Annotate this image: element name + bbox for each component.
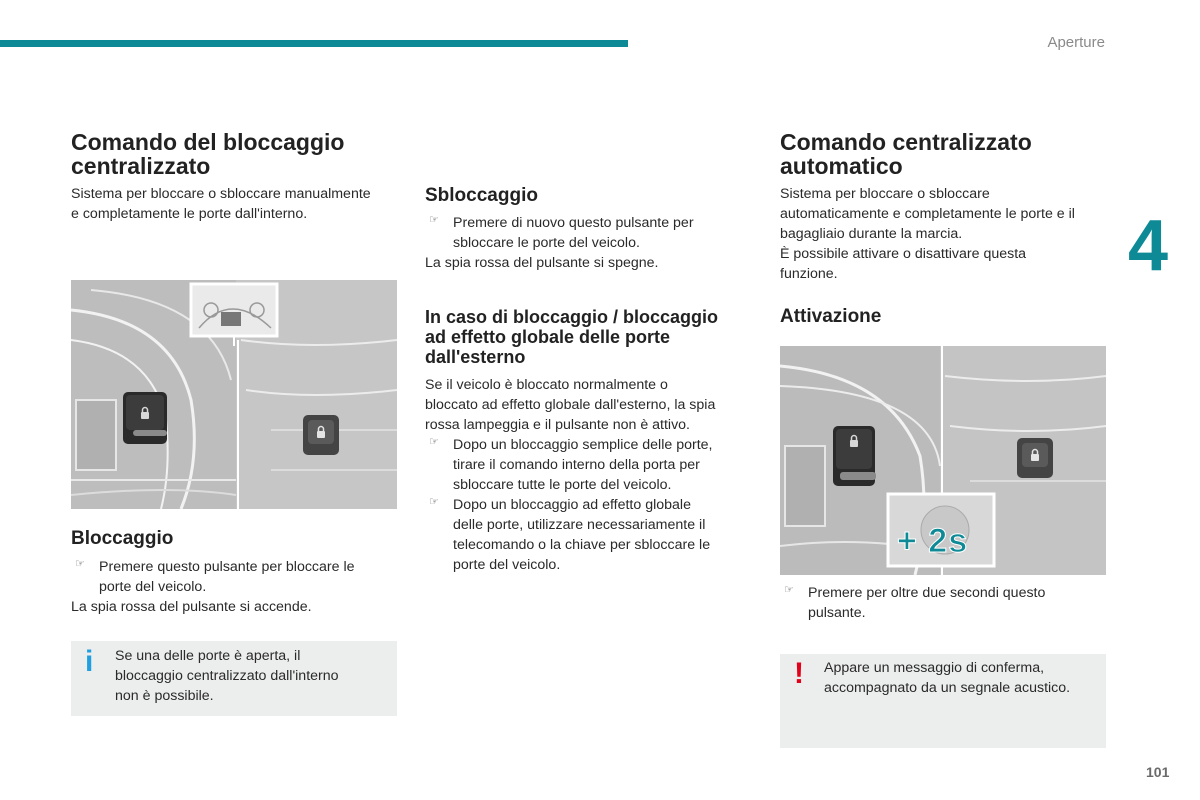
unlock-bullet xyxy=(425,213,755,253)
col3-intro-line2: automaticamente e completamente le porte e il xyxy=(780,206,1075,222)
blocking-note: La spia rossa del pulsante si accende. xyxy=(71,599,312,615)
activation-section xyxy=(780,583,1110,623)
activation-heading-text: Attivazione xyxy=(780,306,882,327)
act-bullet-line2: pulsante. xyxy=(808,605,866,621)
col3-intro xyxy=(780,184,1115,284)
col1-intro xyxy=(71,184,401,224)
col1-title-line2: centralizzato xyxy=(71,153,211,179)
header-accent-bar xyxy=(0,40,628,47)
act-bullet-line1: Premere per oltre due secondi questo xyxy=(808,585,1046,601)
unlock-section xyxy=(425,213,755,273)
info-line3: non è possibile. xyxy=(115,688,214,704)
activation-heading xyxy=(780,306,1110,328)
illustration-central-lock-button xyxy=(71,280,397,509)
info-line2: bloccaggio centralizzato dall'interno xyxy=(115,668,339,684)
blocking-section xyxy=(71,557,401,617)
ext-b2-line1: Dopo un bloccaggio ad effetto globale xyxy=(453,497,691,513)
external-lock-heading xyxy=(425,307,755,367)
section-label: Aperture xyxy=(1047,34,1105,51)
activation-bullet xyxy=(780,583,1110,623)
page-number: 101 xyxy=(1146,764,1170,780)
col1-title xyxy=(71,130,401,178)
ext-b1-line1: Dopo un bloccaggio semplice delle porte, xyxy=(453,437,713,453)
pointing-hand-icon: ☞ xyxy=(429,436,439,448)
padlock-icon xyxy=(314,425,328,439)
ext-b1-line3: sbloccare tutte le porte del veicolo. xyxy=(453,477,672,493)
ext-b2-line2: delle porte, utilizzare necessariamente il xyxy=(453,517,706,533)
col3-title-line2: automatico xyxy=(780,153,903,179)
ext-heading-line1: In caso di bloccaggio / bloccaggio xyxy=(425,307,719,327)
info-note-box xyxy=(71,641,397,716)
ext-bullet-1 xyxy=(425,435,755,495)
unlock-heading-text: Sbloccaggio xyxy=(425,185,538,206)
padlock-icon xyxy=(138,406,152,420)
hold-two-seconds-badge: + 2s xyxy=(897,522,969,560)
blocking-bullet-line2: porte del veicolo. xyxy=(99,579,207,595)
padlock-icon xyxy=(847,434,861,448)
external-lock-section xyxy=(425,375,755,575)
chapter-number: 4 xyxy=(1128,206,1169,286)
ext-p-line2: bloccato ad effetto globale dall'esterno, la spia xyxy=(425,397,716,413)
ext-p-line3: rossa lampeggia e il pulsante non è attivo. xyxy=(425,417,690,433)
blocking-heading-text: Bloccaggio xyxy=(71,528,174,549)
col1-intro-line2: e completamente le porte dall'interno. xyxy=(71,206,308,222)
info-line1: Se una delle porte è aperta, il xyxy=(115,648,301,664)
info-icon: i xyxy=(85,645,94,678)
ext-b2-line4: porte del veicolo. xyxy=(453,557,561,573)
warning-note-box xyxy=(780,654,1106,748)
col3-intro-line4: È possibile attivare o disattivare questa xyxy=(780,246,1027,262)
blocking-heading xyxy=(71,528,401,550)
col3-intro-line3: bagagliaio durante la marcia. xyxy=(780,226,963,242)
col3-intro-line1: Sistema per bloccare o sbloccare xyxy=(780,186,990,202)
ext-bullet-2 xyxy=(425,495,755,575)
pointing-hand-icon: ☞ xyxy=(784,584,794,596)
illustration-automatic-lock xyxy=(780,346,1106,575)
ext-p-line1: Se il veicolo è bloccato normalmente o xyxy=(425,377,668,393)
blocking-bullet xyxy=(71,557,401,597)
unlock-heading xyxy=(425,185,755,207)
col1-title-line1: Comando del bloccaggio xyxy=(71,129,345,155)
blocking-bullet-line1: Premere questo pulsante per bloccare le xyxy=(99,559,355,575)
ext-heading-line3: dall'esterno xyxy=(425,347,526,367)
pointing-hand-icon: ☞ xyxy=(75,558,85,570)
warning-note-text xyxy=(824,658,1102,698)
pointing-hand-icon: ☞ xyxy=(429,214,439,226)
unlock-bullet-line1: Premere di nuovo questo pulsante per xyxy=(453,215,694,231)
col1-intro-line1: Sistema per bloccare o sbloccare manualmente xyxy=(71,186,371,202)
padlock-icon xyxy=(1028,448,1042,462)
exclamation-icon: ! xyxy=(794,657,804,690)
ext-b1-line2: tirare il comando interno della porta per xyxy=(453,457,700,473)
dashboard-drawing xyxy=(71,280,397,509)
unlock-note: La spia rossa del pulsante si spegne. xyxy=(425,255,659,271)
col3-intro-line5: funzione. xyxy=(780,266,838,282)
ext-b2-line3: telecomando o la chiave per sbloccare le xyxy=(453,537,711,553)
col3-title-line1: Comando centralizzato xyxy=(780,129,1032,155)
info-note-text xyxy=(115,646,390,706)
pointing-hand-icon: ☞ xyxy=(429,496,439,508)
ext-heading-line2: ad effetto globale delle porte xyxy=(425,327,671,347)
warn-line2: accompagnato da un segnale acustico. xyxy=(824,680,1071,696)
unlock-bullet-line2: sbloccare le porte del veicolo. xyxy=(453,235,640,251)
warn-line1: Appare un messaggio di conferma, xyxy=(824,660,1045,676)
col3-title xyxy=(780,130,1120,178)
